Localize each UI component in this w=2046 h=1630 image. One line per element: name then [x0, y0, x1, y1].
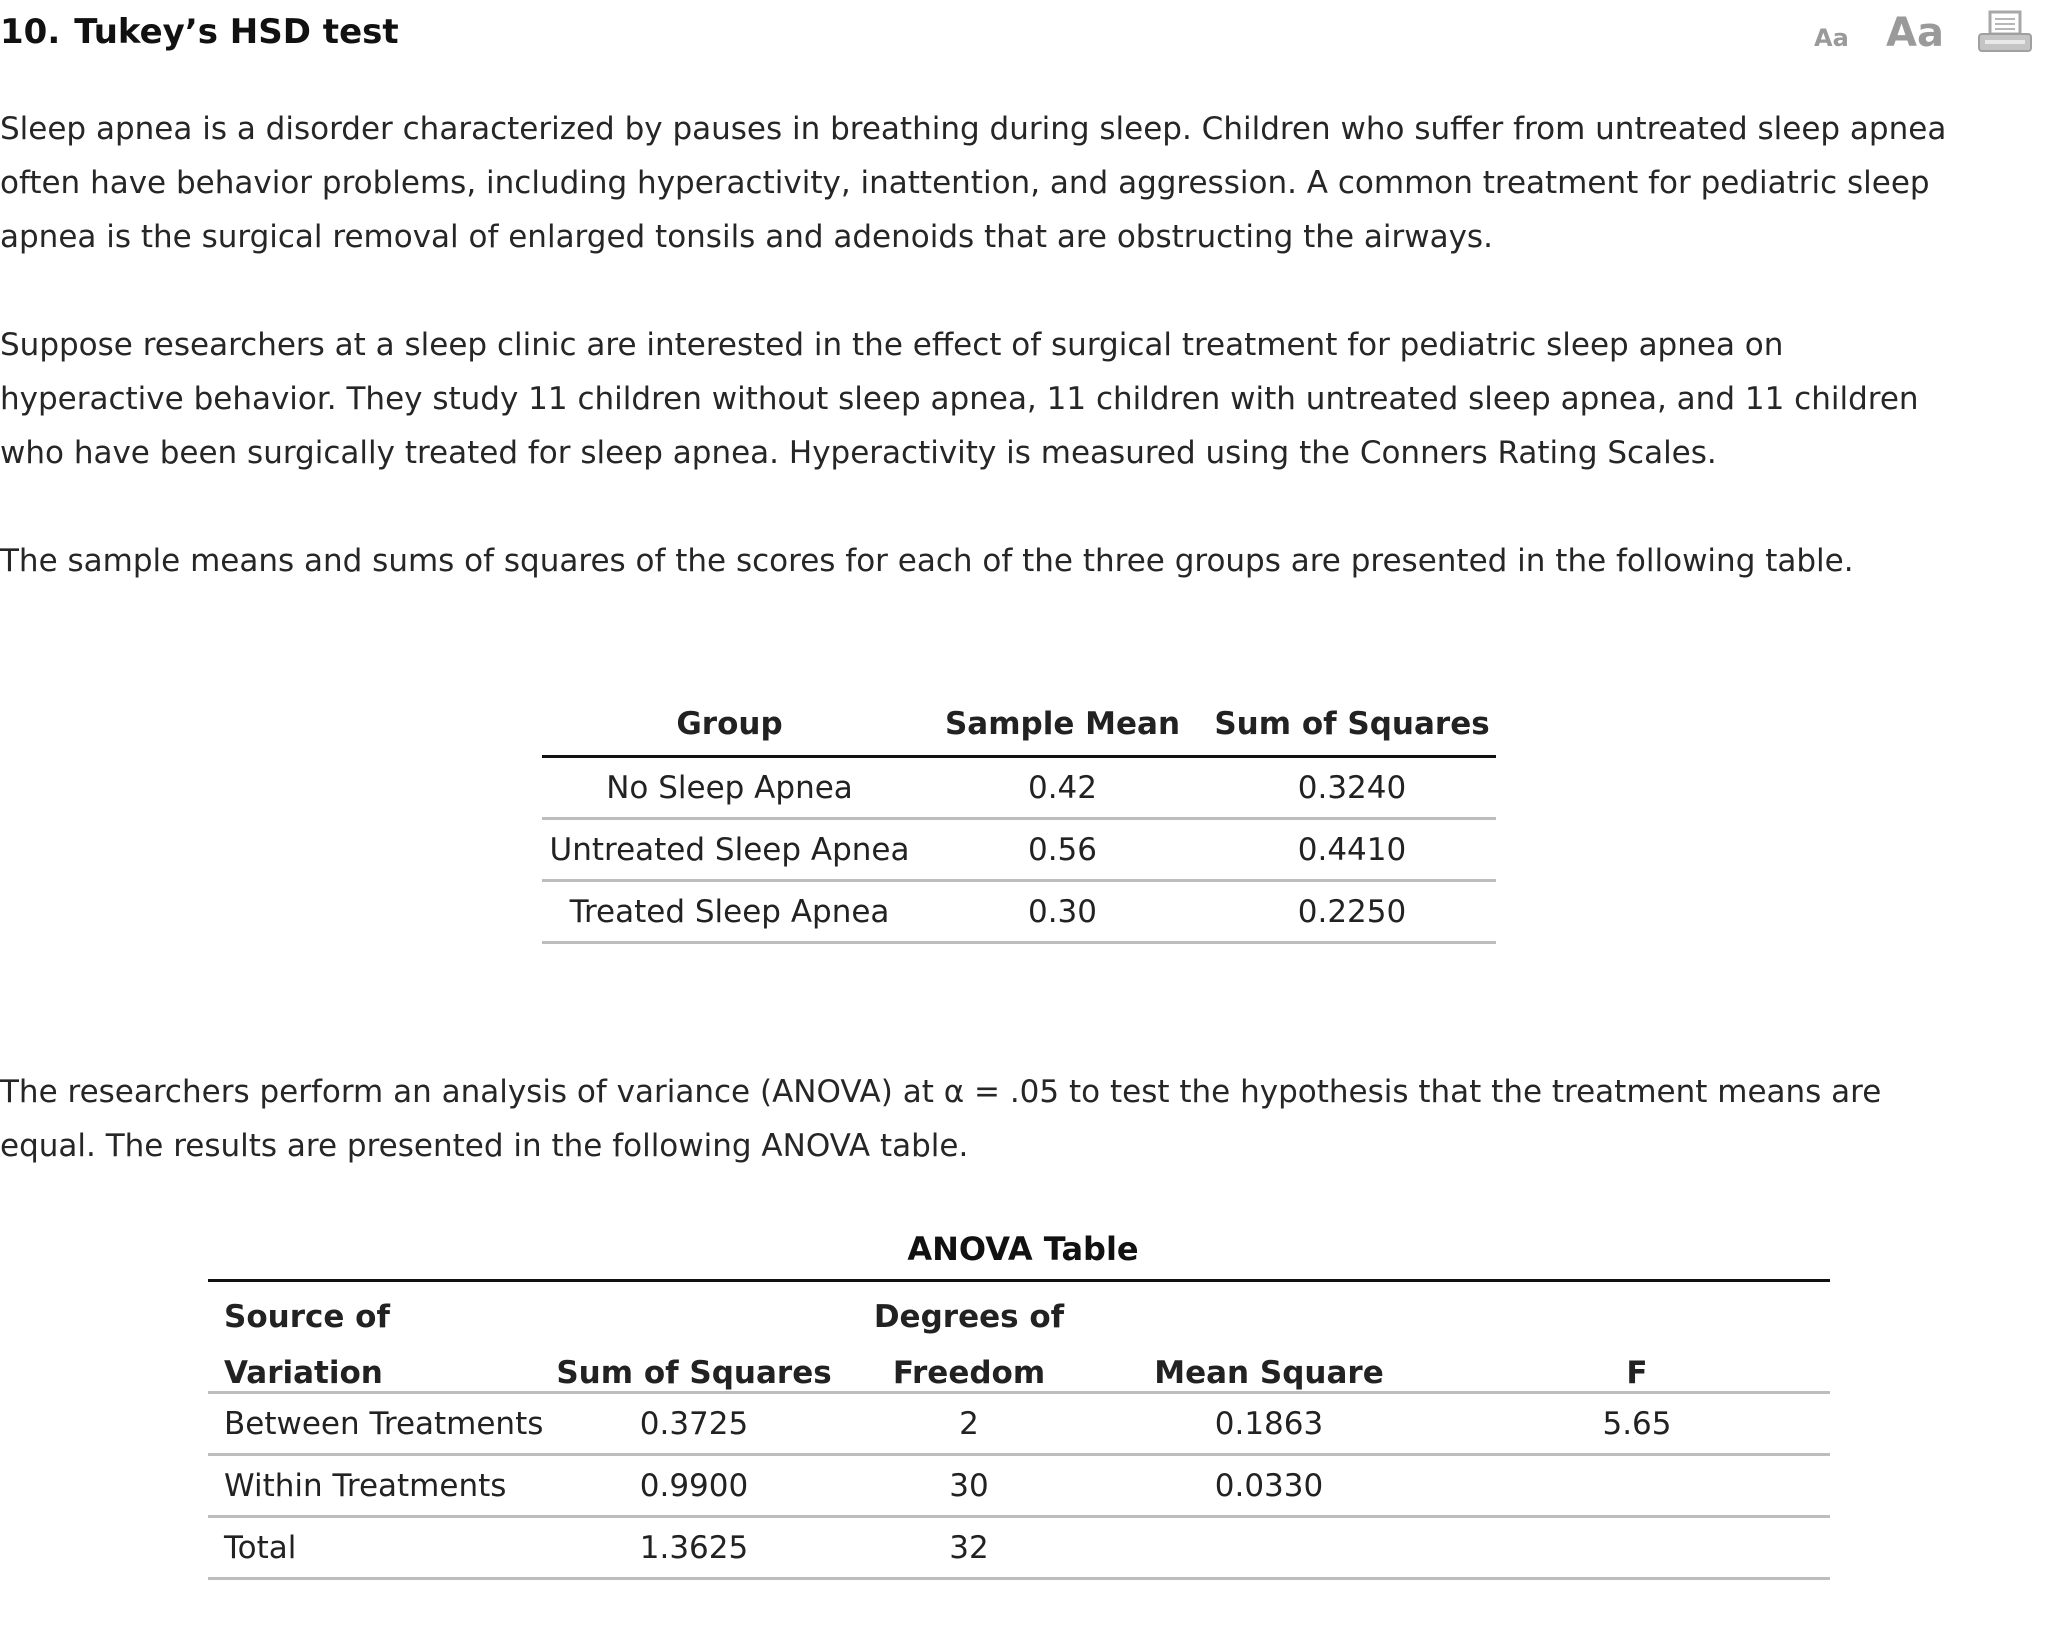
source-of-variation: Within Treatments [208, 1455, 544, 1517]
printer-icon[interactable] [1976, 10, 2034, 56]
col-header-degrees-of-freedom: Freedom [844, 1335, 1094, 1393]
sum-of-squares: 0.9900 [544, 1455, 844, 1517]
sum-of-squares: 0.3240 [1208, 757, 1496, 819]
group-summary-table [542, 693, 1496, 944]
decrease-font-button[interactable]: Aa [1814, 24, 1849, 52]
group-name: No Sleep Apnea [542, 757, 917, 819]
table-header-row [542, 693, 1496, 757]
question-header [0, 10, 2046, 56]
col-header-source: Variation [208, 1335, 544, 1393]
table-intro-paragraph: The sample means and sums of squares of the scores for each of the three groups are presented in the following table. [0, 543, 1854, 579]
question-title-text: Tukey’s HSD test [74, 12, 399, 52]
col-header-group: Group [542, 693, 917, 757]
sum-of-squares: 0.3725 [544, 1393, 844, 1455]
anova-table [208, 1279, 1830, 1580]
table-row [542, 819, 1496, 881]
question-number: 10. [0, 12, 61, 52]
source-of-variation: Total [208, 1517, 544, 1579]
sample-mean: 0.56 [917, 819, 1208, 881]
table-row [542, 881, 1496, 943]
degrees-of-freedom: 32 [844, 1517, 1094, 1579]
anova-intro-paragraph: The researchers perform an analysis of variance (ANOVA) at α = .05 to test the hypothesis that the treatment means are equal. The results are presented in the following ANOVA table. [0, 1074, 1882, 1164]
mean-square [1094, 1517, 1444, 1579]
mean-square: 0.0330 [1094, 1455, 1444, 1517]
f-value: 5.65 [1444, 1393, 1830, 1455]
col-header-f: F [1444, 1335, 1830, 1393]
anova-header-row-top [208, 1281, 1830, 1336]
anova-table-caption: ANOVA Table [907, 1230, 1139, 1268]
sum-of-squares: 0.2250 [1208, 881, 1496, 943]
question-title [0, 12, 399, 52]
increase-font-button[interactable]: Aa [1886, 10, 1944, 56]
f-value [1444, 1455, 1830, 1517]
col-header-sum-of-squares: Sum of Squares [1208, 693, 1496, 757]
table-row [208, 1517, 1830, 1579]
intro-paragraph: Sleep apnea is a disorder characterized by pauses in breathing during sleep. Children who suffer from untreated sleep apnea often have behavior problems, including hyperactivity, inattention, and aggression. A common treatment for pediatric sleep apnea is the surgical removal of enlarged tonsils and adenoids that are obstructing the airways. [0, 111, 1947, 255]
table-row [208, 1455, 1830, 1517]
col-header-sum-of-squares: Sum of Squares [544, 1335, 844, 1393]
sample-mean: 0.42 [917, 757, 1208, 819]
sample-mean: 0.30 [917, 881, 1208, 943]
f-value [1444, 1517, 1830, 1579]
table-row [208, 1393, 1830, 1455]
col-header-df-top: Degrees of [873, 1299, 1065, 1335]
degrees-of-freedom: 2 [844, 1393, 1094, 1455]
col-header-mean-square: Mean Square [1094, 1335, 1444, 1393]
col-header-sample-mean: Sample Mean [917, 693, 1208, 757]
mean-square: 0.1863 [1094, 1393, 1444, 1455]
table-row [542, 757, 1496, 819]
study-paragraph: Suppose researchers at a sleep clinic are interested in the effect of surgical treatment for pediatric sleep apnea on hyperactive behavior. They study 11 children without sleep apnea, 11 children with untreated sleep apnea, and 11 children who have been surgically treated for sleep apnea. Hyperactivity is measured using the Conners Rating Scales. [0, 327, 1919, 471]
sum-of-squares: 1.3625 [544, 1517, 844, 1579]
group-name: Untreated Sleep Apnea [542, 819, 917, 881]
sum-of-squares: 0.4410 [1208, 819, 1496, 881]
degrees-of-freedom: 30 [844, 1455, 1094, 1517]
anova-header-row-bottom [208, 1335, 1830, 1393]
group-name: Treated Sleep Apnea [542, 881, 917, 943]
source-of-variation: Between Treatments [208, 1393, 544, 1455]
col-header-source-top: Source of [224, 1299, 390, 1335]
